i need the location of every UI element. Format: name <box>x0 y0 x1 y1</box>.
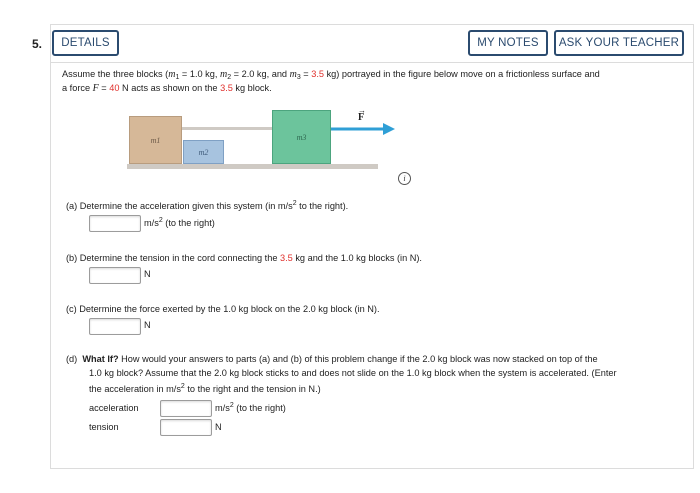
m3-symbol: m <box>289 69 297 80</box>
my-notes-button[interactable]: MY NOTES <box>468 30 548 56</box>
vector-arrow-icon: → <box>358 106 366 115</box>
m1-value-text: = 1.0 kg, <box>179 69 220 79</box>
m1-symbol: m <box>168 69 176 80</box>
m3-value: 3.5 <box>311 69 325 79</box>
m1-subscript: 1 <box>175 74 180 81</box>
part-b-text-end: kg and the 1.0 kg blocks (in N). <box>292 253 422 263</box>
part-d-text: the acceleration in m/s <box>89 384 181 394</box>
m3-subscript: 3 <box>296 74 301 81</box>
force-value: 40 <box>109 83 120 93</box>
block-mass-value: 3.5 <box>220 83 233 93</box>
prompt-text: kg) portrayed in the figure below move on a frictionless surface and <box>324 69 600 79</box>
part-d-tension-input[interactable] <box>160 419 212 436</box>
m2-value-text: = 2.0 kg, and <box>231 69 290 79</box>
acceleration-label: acceleration <box>89 403 139 413</box>
unit-text-end: (to the right) <box>233 403 286 413</box>
part-d-line-2: 1.0 kg block? Assume that the 2.0 kg block sticks to and does not slide on the 1.0 kg block when the system is accelerated. (Enter <box>89 368 617 378</box>
prompt-text: kg block. <box>232 83 272 93</box>
m3-eq-text: = <box>300 69 312 79</box>
part-d-text-end: to the right and the tension in N.) <box>184 384 321 394</box>
part-a-unit <box>144 217 215 228</box>
block-m1-label: m1 <box>150 135 161 145</box>
part-c-unit: N <box>144 320 151 330</box>
part-d-acceleration-unit <box>215 402 286 413</box>
block-m1 <box>129 116 182 164</box>
part-d-label: (d) <box>66 354 78 364</box>
details-button[interactable]: DETAILS <box>52 30 119 56</box>
part-b-question <box>66 251 422 265</box>
connecting-cord <box>182 127 272 130</box>
block-m3 <box>272 110 331 164</box>
prompt-line-2 <box>62 81 272 96</box>
frictionless-surface <box>127 164 378 169</box>
part-a-text: (a) Determine the acceleration given this system (in m/s <box>66 201 293 211</box>
part-a-answer-input[interactable] <box>89 215 141 232</box>
force-symbol: F <box>92 83 99 94</box>
part-d-tension-unit: N <box>215 422 222 432</box>
header-divider <box>50 62 694 63</box>
force-vector-label <box>358 106 366 123</box>
part-b-mass: 3.5 <box>280 253 293 263</box>
unit-text: m/s <box>144 218 159 228</box>
part-d-acceleration-input[interactable] <box>160 400 212 417</box>
squared-superscript: 2 <box>229 402 234 409</box>
unit-text-end: (to the right) <box>162 218 215 228</box>
part-a-question <box>66 197 348 213</box>
block-m3-label: m3 <box>296 132 307 142</box>
force-eq-text: = <box>98 83 110 93</box>
part-d-line-3 <box>89 380 321 396</box>
unit-text: m/s <box>215 403 230 413</box>
ask-teacher-button[interactable]: ASK YOUR TEACHER <box>554 30 684 56</box>
part-d-line-1 <box>66 352 598 366</box>
part-a-text-end: to the right). <box>296 201 349 211</box>
prompt-text: a force <box>62 83 93 93</box>
squared-superscript: 2 <box>180 383 185 390</box>
part-c-answer-input[interactable] <box>89 318 141 335</box>
block-m2 <box>183 140 224 164</box>
info-icon[interactable] <box>398 172 411 185</box>
info-glyph: i <box>403 174 406 183</box>
prompt-text: Assume the three blocks ( <box>62 69 169 79</box>
part-d-text: How would your answers to parts (a) and (b) of this problem change if the 2.0 kg block was now stacked on top of the <box>118 354 598 364</box>
what-if-lead: What If? <box>82 354 119 364</box>
m2-symbol: m <box>219 69 228 80</box>
block-m2-label: m2 <box>198 147 209 157</box>
tension-label: tension <box>89 422 119 432</box>
part-b-unit: N <box>144 269 151 279</box>
part-b-text: (b) Determine the tension in the cord connecting the <box>66 253 280 263</box>
squared-superscript: 2 <box>292 200 297 207</box>
m2-subscript: 2 <box>227 74 232 81</box>
force-label-text: F <box>358 112 365 123</box>
prompt-text: N acts as shown on the <box>119 83 221 93</box>
squared-superscript: 2 <box>158 217 163 224</box>
part-b-answer-input[interactable] <box>89 267 141 284</box>
question-number: 5. <box>32 37 43 51</box>
part-c-question: (c) Determine the force exerted by the 1.0 kg block on the 2.0 kg block (in N). <box>66 304 380 314</box>
